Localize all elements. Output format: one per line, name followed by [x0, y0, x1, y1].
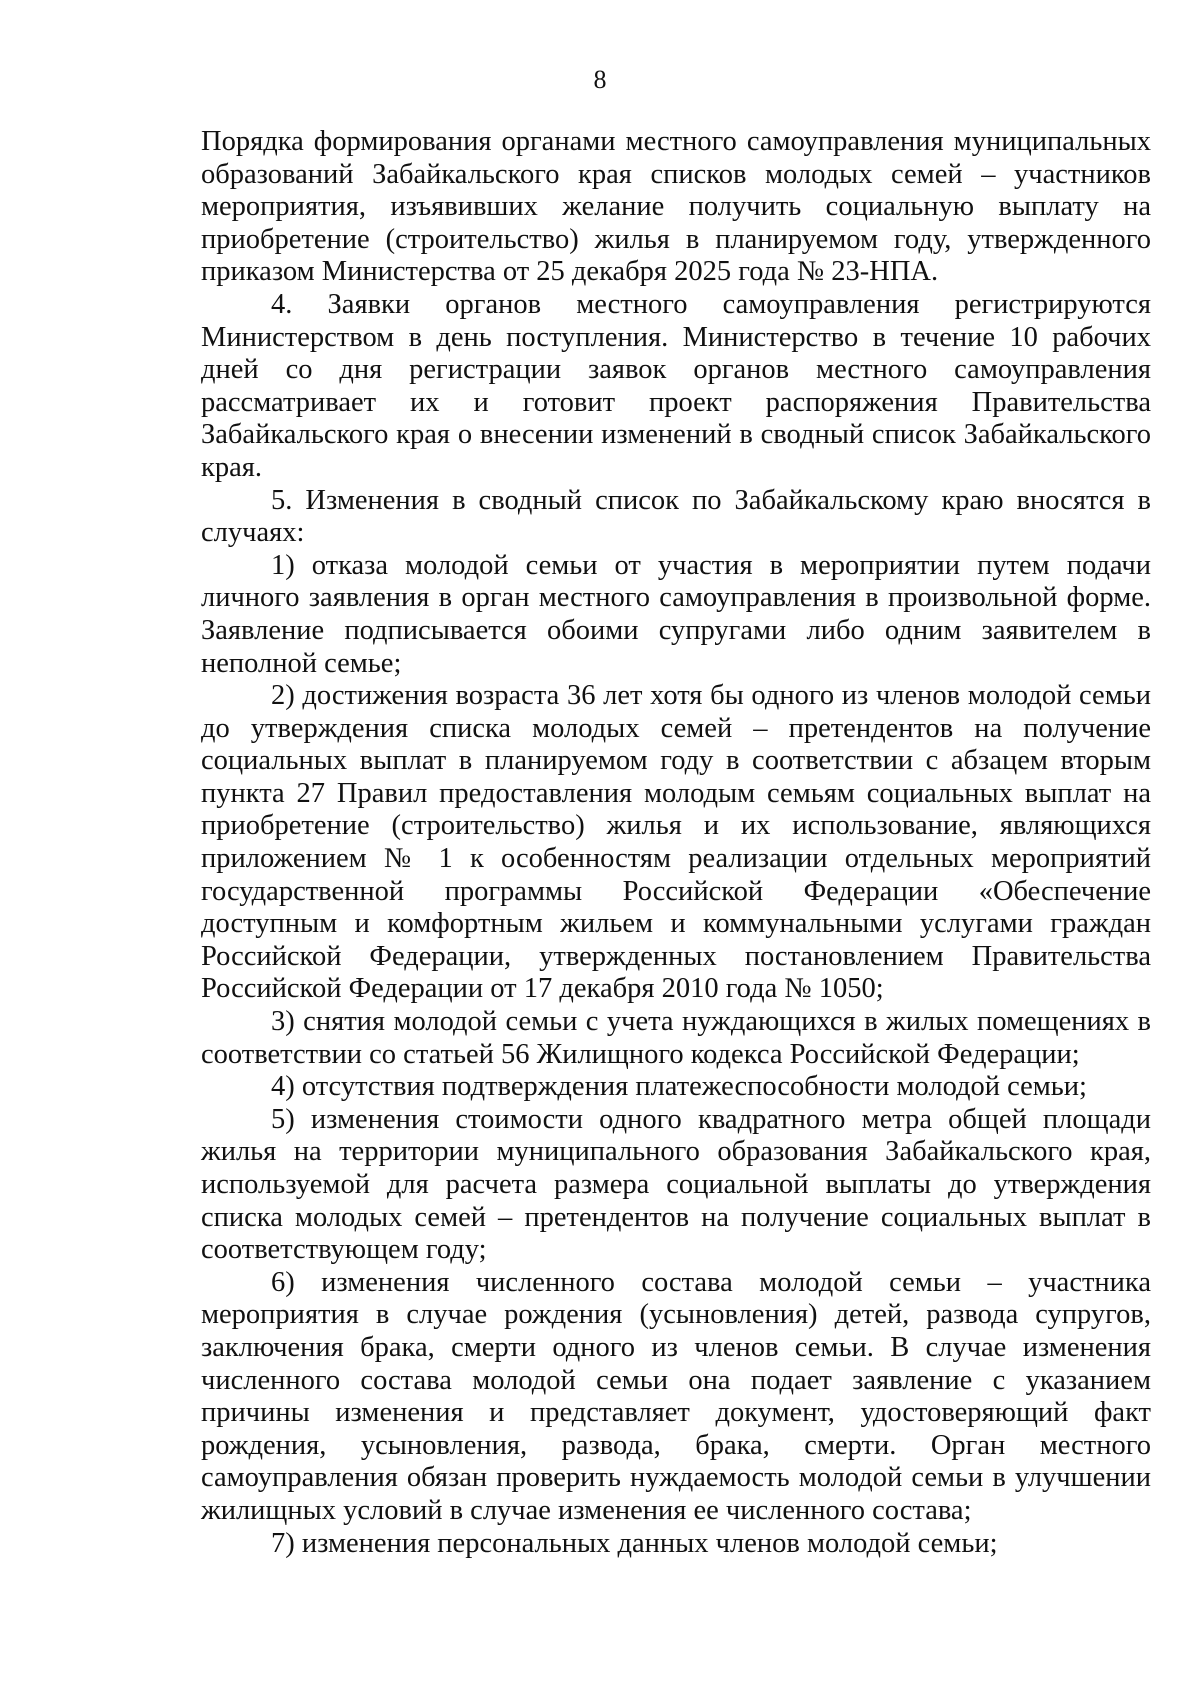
paragraph-continuation: Порядка формирования органами местного самоуправления муниципальных образований Забайкальского края списков молодых семей – участников мероприятия, изъявивших желание получить социальную выплату на приобретение (строительство) жилья в планируемом году, утвержденного приказом Министерства от 25 декабря 2025 года № 23-НПА. — [201, 126, 1151, 288]
subitem-2: 2) достижения возраста 36 лет хотя бы одного из членов молодой семьи до утверждения списка молодых семей – претендентов на получение социальных выплат в планируемом году в соответствии с абзацем вторым пункта 27 Правил предоставления молодым семьям социальных выплат на приобретение (строительство) жилья и их использование, являющихся приложением № 1 к особенностям реализации отдельных мероприятий государственной программы Российской Федерации «Обеспечение доступным и комфортным жильем и коммунальными услугами граждан Российской Федерации, утвержденных постановлением Правительства Российской Федерации от 17 декабря 2010 года № 1050; — [201, 680, 1151, 1005]
subitem-4: 4) отсутствия подтверждения платежеспособности молодой семьи; — [271, 1071, 1087, 1103]
subitem-3: 3) снятия молодой семьи с учета нуждающихся в жилых помещениях в соответствии со статьей 56 Жилищного кодекса Российской Федерации; — [201, 1006, 1151, 1070]
subitem-7: 7) изменения персональных данных членов молодой семьи; — [271, 1527, 998, 1559]
page-number: 8 — [593, 65, 607, 94]
subitem-6: 6) изменения численного состава молодой семьи – участника мероприятия в случае рождения (усыновления) детей, развода супругов, заключения брака, смерти одного из членов семьи. В случае изменения численного состава молодой семьи она подает заявление с указанием причины изменения и представляет документ, удостоверяющий факт рождения, усыновления, развода, брака, смерти. Орган местного самоуправления обязан проверить нуждаемость молодой семьи в улучшении жилищных условий в случае изменения ее численного состава; — [201, 1266, 1151, 1526]
paragraph-item-5: 5. Изменения в сводный список по Забайкальскому краю вносятся в случаях: — [201, 484, 1151, 549]
subitem-5: 5) изменения стоимости одного квадратного метра общей площади жилья на территории муниципального образования Забайкальского края, используемой для расчета размера социальной выплаты до утверждения списка молодых семей – претендентов на получение социальных выплат в соответствующем году; — [201, 1103, 1151, 1266]
document-body — [201, 126, 1151, 1560]
paragraph-item-4: 4. Заявки органов местного самоуправления регистрируются Министерством в день поступления. Министерство в течение 10 рабочих дней со дня регистрации заявок органов местного самоуправления рассматривает их и готовит проект распоряжения Правительства Забайкальского края о внесении изменений в сводный список Забайкальского края. — [201, 288, 1151, 483]
subitem-1: 1) отказа молодой семьи от участия в мероприятии путем подачи личного заявления в орган местного самоуправления в произвольной форме. Заявление подписывается обоими супругами либо одним заявителем в неполной семье; — [201, 549, 1151, 679]
